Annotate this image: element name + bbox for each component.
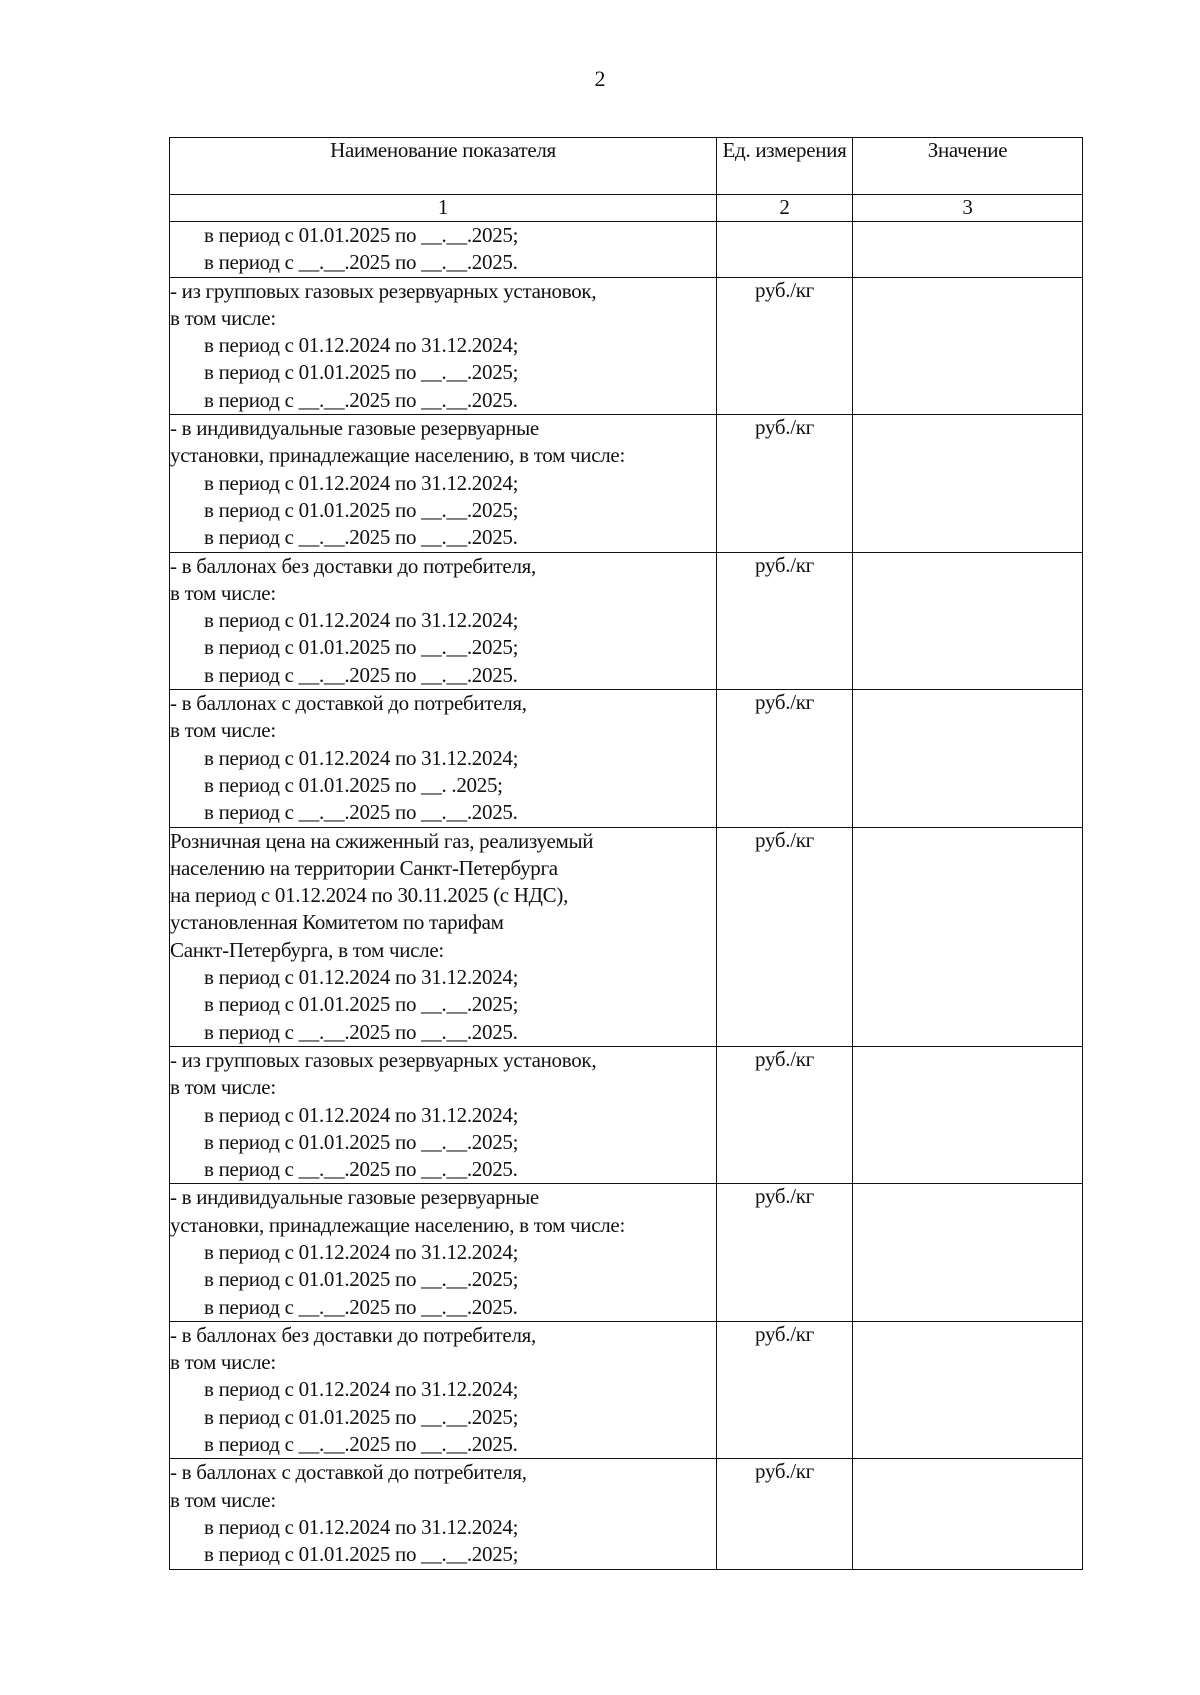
header-indicator-name: Наименование показателя [170, 138, 717, 195]
period-line: в период с 01.12.2024 по 31.12.2024; [204, 608, 519, 633]
period-line: в период с 01.12.2024 по 31.12.2024; [204, 1377, 519, 1402]
period-line: в период с __.__.2025 по __.__.2025. [204, 1157, 518, 1182]
table-row [170, 690, 1083, 827]
table-row [170, 1046, 1083, 1183]
indicator-name-cell [170, 1459, 717, 1569]
period-line: в период с 01.01.2025 по __.__.2025; [204, 635, 519, 660]
period-line: в период с __.__.2025 по __.__.2025. [204, 525, 518, 550]
table-row [170, 415, 1083, 552]
indicator-name-cell [170, 827, 717, 1046]
table-row [170, 827, 1083, 1046]
unit-cell [717, 222, 853, 278]
value-cell [853, 277, 1083, 414]
period-line: в период с 01.01.2025 по __.__.2025; [204, 360, 519, 385]
table-row [170, 552, 1083, 689]
value-cell [853, 222, 1083, 278]
period-line: в период с __.__.2025 по __.__.2025. [204, 387, 518, 412]
indicator-text-line: в том числе: [170, 305, 276, 330]
period-line: в период с 01.01.2025 по __.__.2025; [204, 1404, 519, 1429]
indicator-text-line: в том числе: [170, 1487, 276, 1512]
table-body [170, 222, 1083, 1570]
indicator-text-line: - в индивидуальные газовые резервуарные [170, 416, 539, 441]
indicator-text-line: в том числе: [170, 580, 276, 605]
unit-cell: руб./кг [717, 1184, 853, 1321]
period-line: в период с __.__.2025 по __.__.2025. [204, 250, 518, 275]
indicator-text-line: в том числе: [170, 1350, 276, 1375]
indicator-text-line: в том числе: [170, 718, 276, 743]
indicator-text-line: Санкт-Петербурга, в том числе: [170, 937, 444, 962]
page-number: 2 [594, 66, 606, 91]
period-line: в период с 01.12.2024 по 31.12.2024; [204, 965, 519, 990]
value-cell [853, 690, 1083, 827]
column-number-3: 3 [853, 195, 1083, 222]
indicator-text-line: установки, принадлежащие населению, в том числе: [170, 443, 625, 468]
table-row [170, 1184, 1083, 1321]
unit-cell: руб./кг [717, 1046, 853, 1183]
period-line: в период с 01.12.2024 по 31.12.2024; [204, 1514, 519, 1539]
header-unit: Ед. измерения [717, 138, 853, 195]
header-value: Значение [853, 138, 1083, 195]
period-line: в период с __.__.2025 по __.__.2025. [204, 1019, 518, 1044]
unit-cell: руб./кг [717, 277, 853, 414]
indicator-name-cell [170, 222, 717, 278]
indicator-name-cell [170, 690, 717, 827]
indicator-name-cell [170, 552, 717, 689]
indicator-text-line: - в баллонах без доставки до потребителя, [170, 553, 536, 578]
indicators-table [169, 137, 1083, 1570]
period-line: в период с 01.01.2025 по __.__.2025; [204, 1542, 519, 1567]
indicator-name-cell [170, 1184, 717, 1321]
table-header-row [170, 138, 1083, 195]
period-line: в период с 01.01.2025 по __.__.2025; [204, 1129, 519, 1154]
value-cell [853, 552, 1083, 689]
period-line: в период с __.__.2025 по __.__.2025. [204, 1294, 518, 1319]
column-number-1: 1 [170, 195, 717, 222]
indicator-name-cell [170, 1046, 717, 1183]
indicator-text-line: установленная Комитетом по тарифам [170, 910, 504, 935]
period-line: в период с 01.12.2024 по 31.12.2024; [204, 470, 519, 495]
indicator-text-line: - в индивидуальные газовые резервуарные [170, 1185, 539, 1210]
value-cell [853, 1184, 1083, 1321]
period-line: в период с 01.01.2025 по __.__.2025; [204, 1267, 519, 1292]
indicator-name-cell [170, 277, 717, 414]
unit-cell: руб./кг [717, 415, 853, 552]
indicator-text-line: населению на территории Санкт-Петербурга [170, 855, 558, 880]
value-cell [853, 1321, 1083, 1458]
column-number-2: 2 [717, 195, 853, 222]
column-number-row [170, 195, 1083, 222]
period-line: в период с 01.01.2025 по __. .2025; [204, 772, 503, 797]
value-cell [853, 1046, 1083, 1183]
indicator-name-cell [170, 1321, 717, 1458]
table-row [170, 222, 1083, 278]
period-line: в период с 01.12.2024 по 31.12.2024; [204, 745, 519, 770]
period-line: в период с 01.12.2024 по 31.12.2024; [204, 333, 519, 358]
value-cell [853, 415, 1083, 552]
period-line: в период с 01.12.2024 по 31.12.2024; [204, 1239, 519, 1264]
period-line: в период с __.__.2025 по __.__.2025. [204, 800, 518, 825]
indicator-text-line: - из групповых газовых резервуарных установок, [170, 278, 597, 303]
table-row [170, 1321, 1083, 1458]
indicator-text-line: в том числе: [170, 1075, 276, 1100]
indicator-text-line: - в баллонах без доставки до потребителя, [170, 1322, 536, 1347]
indicator-text-line: - из групповых газовых резервуарных установок, [170, 1047, 597, 1072]
unit-cell: руб./кг [717, 552, 853, 689]
period-line: в период с 01.12.2024 по 31.12.2024; [204, 1102, 519, 1127]
period-line: в период с __.__.2025 по __.__.2025. [204, 1432, 518, 1457]
indicator-text-line: - в баллонах с доставкой до потребителя, [170, 1460, 527, 1485]
value-cell [853, 827, 1083, 1046]
indicator-text-line: Розничная цена на сжиженный газ, реализуемый [170, 828, 594, 853]
indicator-text-line: установки, принадлежащие населению, в том числе: [170, 1212, 625, 1237]
value-cell [853, 1459, 1083, 1569]
unit-cell: руб./кг [717, 690, 853, 827]
period-line: в период с 01.01.2025 по __.__.2025; [204, 497, 519, 522]
period-line: в период с 01.01.2025 по __.__.2025; [204, 223, 519, 247]
unit-cell: руб./кг [717, 1459, 853, 1569]
table-row [170, 1459, 1083, 1569]
unit-cell: руб./кг [717, 1321, 853, 1458]
indicator-name-cell [170, 415, 717, 552]
period-line: в период с 01.01.2025 по __.__.2025; [204, 992, 519, 1017]
indicator-text-line: на период с 01.12.2024 по 30.11.2025 (с НДС), [170, 883, 569, 908]
indicator-text-line: - в баллонах с доставкой до потребителя, [170, 691, 527, 716]
unit-cell: руб./кг [717, 827, 853, 1046]
table-row [170, 277, 1083, 414]
period-line: в период с __.__.2025 по __.__.2025. [204, 662, 518, 687]
